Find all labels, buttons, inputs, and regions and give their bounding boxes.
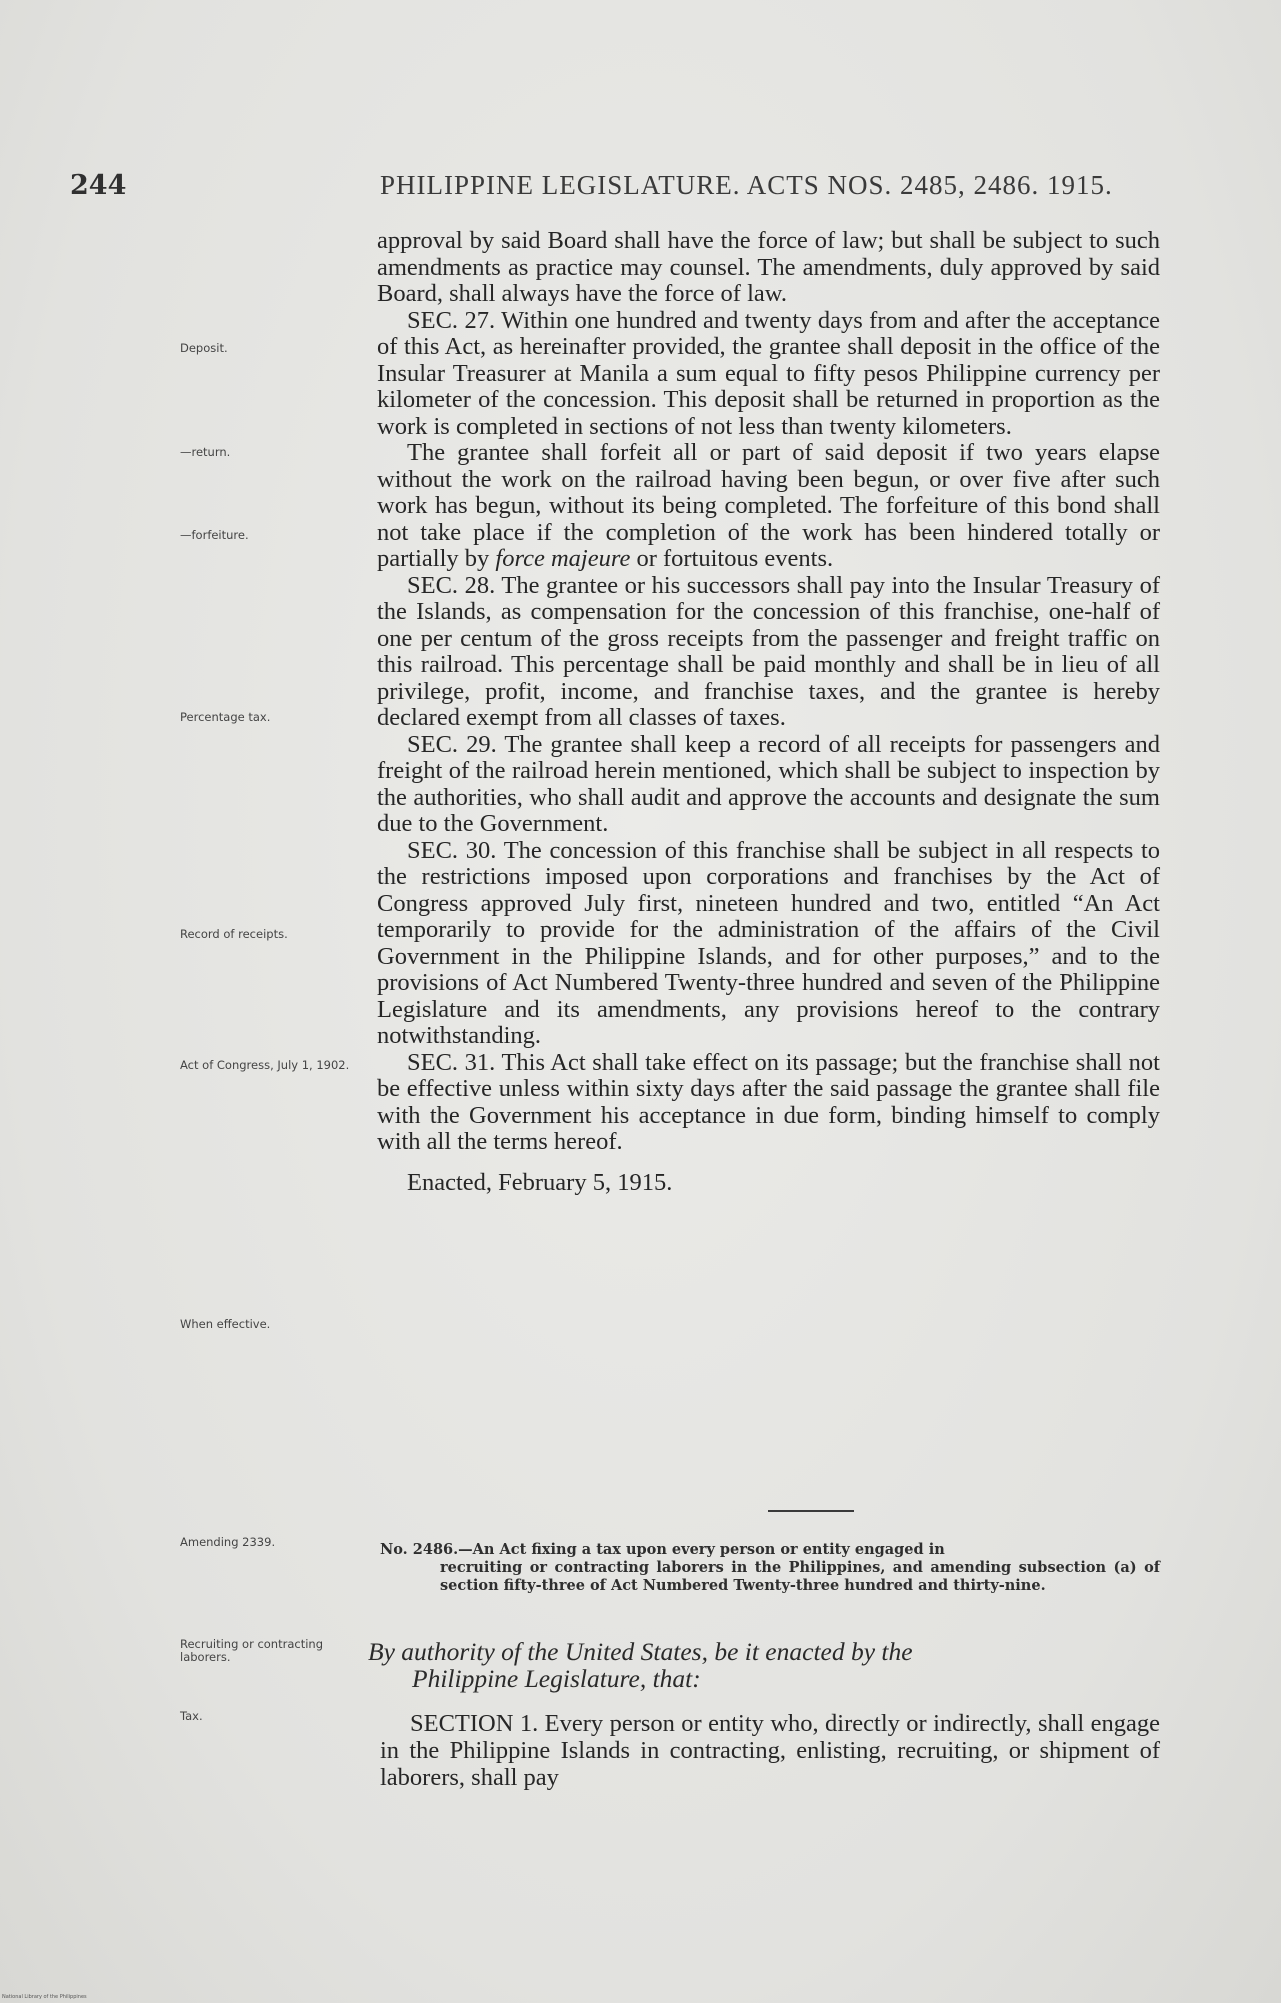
section-text: The concession of this franchise shall be subject in all respects to the restrictions imposed upon corporations and franchises by the Act of Congress approved July first, nineteen hundred and two, entitled “An Act temporarily to provide for the administration of the affairs of the Civil Government in the Philippine Islands, and for other purposes,” and to the provisions of Act Numbered Twenty-three hundred and seven of the Philippine Legislature and its amendments, any provisions hereof to the contrary notwithstanding. [377,836,1161,1049]
act-2486-title [380,1541,1160,1595]
section-text: This Act shall take effect on its passage; but the franchise shall not be effective unless within sixty days after the said passage the grantee shall file with the Government his acceptance in due form, binding himself to comply with all the terms hereof. [377,1048,1160,1155]
section-text: The grantee or his successors shall pay into the Insular Treasury of the Islands, as compensation for the concession of this franchise, one-half of one per centum of the gross receipts from the passenger and freight traffic on this railroad. This percentage shall be paid monthly and shall be in lieu of all privilege, profit, income, and franchise taxes, and the grantee is hereby declared exempt from all classes of taxes. [377,571,1161,731]
section-29 [377,732,1160,838]
margin-note-deposit: Deposit. [180,341,228,355]
section-text: Within one hundred and twenty days from and after the acceptance of this Act, as hereinafter provided, the grantee shall deposit in the office of the Insular Treasurer at Manila a sum equal to fifty pesos Philippine currency per kilometer of the concession. This deposit shall be returned in proportion as the work is completed in sections of not less than twenty kilometers. [377,306,1161,440]
margin-note-percentage-tax: Percentage tax. [180,710,271,724]
section-label: SEC. 30. [407,836,497,864]
section-27 [377,308,1160,441]
margin-note-amending: Amending 2339. [180,1535,276,1549]
margin-note-return: —return. [180,445,231,459]
enacting-clause [368,1638,1160,1692]
force-majeure-term: force majeure [495,545,631,572]
forfeiture-paragraph [377,440,1160,573]
library-footer: National Library of the Philippines [2,1994,87,2000]
section-31 [377,1050,1160,1156]
enacted-date: Enacted, February 5, 1915. [407,1168,673,1196]
margin-note-act-of-congress: Act of Congress, July 1, 1902. [180,1058,350,1072]
page-number: 244 [70,170,127,201]
margin-note-forfeiture: —forfeiture. [180,528,249,542]
margin-note-recruiting: Recruiting or contracting laborers. [180,1637,323,1664]
section-1 [380,1710,1160,1791]
act-title-lead: No. 2486.—An Act fixing a tax upon every person or entity engaged in [380,1541,945,1558]
act-title-rest: recruiting or contracting laborers in the Philippines, and amending subsection (a) of section fifty-three of Act Numbered Twenty-three hundred and thirty-nine. [440,1559,1160,1594]
section-30 [377,838,1160,1050]
page-header [70,170,1170,210]
forfeiture-text-end: or fortuitous events. [636,545,834,572]
section-label: SEC. 29. [407,730,497,758]
section-text: Every person or entity who, directly or indirectly, shall engage in the Philippine Islands in contracting, enlisting, recruiting, or shipment of laborers, shall pay [380,1710,1161,1791]
margin-note-tax: Tax. [180,1709,203,1723]
enacting-clause-line-2: Philippine Legislature, that: [412,1664,701,1693]
section-label: SEC. 28. [407,571,496,599]
running-head: PHILIPPINE LEGISLATURE. ACTS NOS. 2485, 2486. 1915. [380,170,1113,200]
margin-note-record-of-receipts: Record of receipts. [180,927,288,941]
section-28 [377,573,1160,732]
section-label: SEC. 31. [407,1048,496,1076]
body-text [377,228,1160,1196]
enacting-clause-line-1: By authority of the United States, be it enacted by the [368,1637,913,1666]
forfeiture-text: The grantee shall forfeit all or part of said deposit if two years elapse without the work on the railroad having been begun, or over five after such work has begun, without its being completed. The forfeiture of this bond shall not take place if the completion of the work has been hindered totally or partially by [377,439,1160,572]
section-label: SECTION 1. [410,1710,539,1737]
continuation-paragraph: approval by said Board shall have the force of law; but shall be subject to such amendments as practice may counsel. The amendments, duly approved by said Board, shall always have the force of law. [377,227,1160,307]
section-text: The grantee shall keep a record of all receipts for passengers and freight of the railroad herein mentioned, which shall be subject to inspection by the authorities, who shall audit and approve the accounts and designate the sum due to the Government. [377,730,1160,837]
section-label: SEC. 27. [407,306,496,334]
section-1-paragraph [380,1710,1160,1791]
section-divider [768,1510,854,1512]
margin-note-when-effective: When effective. [180,1317,271,1331]
